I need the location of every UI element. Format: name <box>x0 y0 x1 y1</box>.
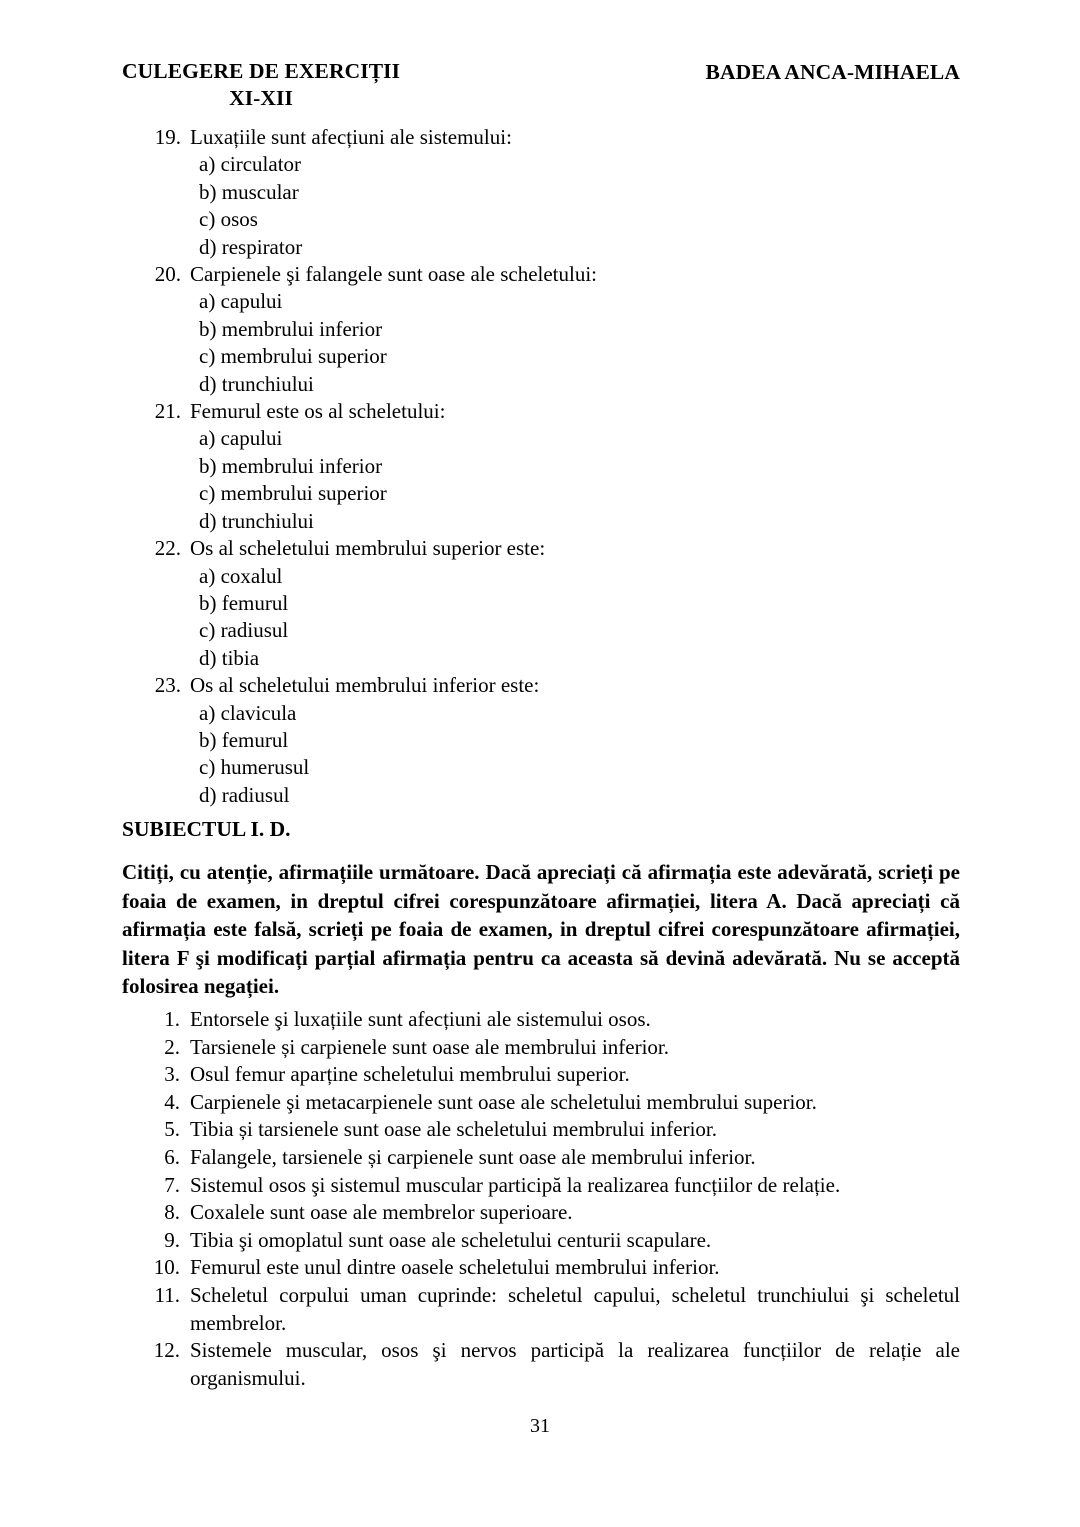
mc-option[interactable]: b) membrului inferior <box>199 453 383 478</box>
mc-question-number: 23. <box>154 673 181 698</box>
statement-item <box>122 1254 960 1282</box>
mc-question-stem: Os al scheletului membrului inferior este: <box>190 673 540 698</box>
mc-question <box>122 535 972 562</box>
mc-option[interactable]: c) membrului superior <box>199 481 387 506</box>
mc-option[interactable]: a) clavicula <box>199 700 297 725</box>
statement-text: Osul femur aparține scheletului membrului superior. <box>190 1062 630 1087</box>
statement-number: 1. <box>164 1007 180 1031</box>
statement-number: 7. <box>164 1172 180 1197</box>
mc-question <box>122 672 972 699</box>
statement-item <box>122 1034 960 1062</box>
statement-text: Scheletul corpului uman cuprinde: scheletul capului, scheletul trunchiului şi scheletul membrelor. <box>190 1282 960 1335</box>
statement-number: 4. <box>164 1089 180 1114</box>
mc-option[interactable]: c) radiusul <box>199 618 289 643</box>
mc-question-number: 22. <box>154 536 181 561</box>
statement-text: Falangele, tarsienele și carpienele sunt oase ale membrului inferior. <box>190 1144 756 1169</box>
mc-option[interactable]: c) humerusul <box>199 755 310 780</box>
mc-option[interactable]: b) muscular <box>199 179 299 204</box>
statement-item <box>122 1061 960 1089</box>
mc-option[interactable]: c) membrului superior <box>199 344 387 369</box>
header-author-name: BADEA ANCA-MIHAELA <box>705 60 960 84</box>
statement-item <box>122 1282 960 1337</box>
statement-text: Sistemul osos şi sistemul muscular participă la realizarea funcțiilor de relație. <box>190 1172 841 1197</box>
statement-item <box>122 1337 960 1392</box>
mc-option[interactable]: a) capului <box>199 289 283 314</box>
section-instructions: Citiți, cu atenție, afirmațiile următoare. Dacă apreciați că afirmația este adevărată, scrieți pe foaia de examen, in dreptul cifrei corespunzătoare afirmației, litera A. Dacă apreciați că afirmația este falsă, scrieți pe foaia de examen, in dreptul cifrei corespunzătoare afirmației, litera F şi modificați parțial afirmația pentru ca aceasta să devină adevărată. Nu se acceptă folosirea negației. <box>122 860 960 999</box>
mc-option[interactable]: c) osos <box>199 207 258 232</box>
mc-question <box>122 124 972 151</box>
statement-item <box>122 1172 960 1200</box>
statement-number: 8. <box>164 1200 180 1225</box>
header-book-title: CULEGERE DE EXERCIȚII <box>122 59 401 83</box>
statement-text: Tibia şi omoplatul sunt oase ale scheletului centurii scapulare. <box>190 1227 712 1252</box>
statement-item <box>122 1144 960 1172</box>
statement-item <box>122 1199 960 1227</box>
statement-text: Entorsele şi luxațiile sunt afecțiuni ale sistemului osos. <box>190 1007 651 1031</box>
statement-number: 2. <box>164 1034 180 1059</box>
mc-question <box>122 261 972 288</box>
statement-number: 11. <box>154 1282 180 1307</box>
statement-number: 9. <box>164 1227 180 1252</box>
statement-number: 3. <box>164 1062 180 1087</box>
statement-text: Carpienele şi metacarpienele sunt oase ale scheletului membrului superior. <box>190 1089 817 1114</box>
mc-option[interactable]: d) radiusul <box>199 782 290 807</box>
mc-question-number: 20. <box>154 262 181 287</box>
mc-question-stem: Luxațiile sunt afecțiuni ale sistemului: <box>190 125 512 149</box>
section-heading: SUBIECTUL I. D. <box>122 817 291 841</box>
mc-option[interactable]: d) tibia <box>199 645 260 670</box>
mc-option[interactable]: b) femurul <box>199 727 289 752</box>
mc-option[interactable]: a) circulator <box>199 152 302 177</box>
mc-question-stem: Os al scheletului membrului superior este: <box>190 536 546 561</box>
header-book-title-block <box>122 58 400 112</box>
mc-question-number: 19. <box>154 125 181 149</box>
statement-number: 10. <box>153 1255 180 1280</box>
statement-item <box>122 1116 960 1144</box>
mc-option[interactable]: a) coxalul <box>199 563 283 588</box>
statement-text: Tarsienele și carpienele sunt oase ale membrului inferior. <box>190 1034 670 1059</box>
statement-item <box>122 1089 960 1117</box>
statement-text: Tibia și tarsienele sunt oase ale scheletului membrului inferior. <box>190 1117 718 1142</box>
mc-option[interactable]: b) femurul <box>199 590 289 615</box>
statement-item <box>122 1227 960 1255</box>
running-header <box>122 58 960 112</box>
mc-question <box>122 398 972 425</box>
header-grade-level: XI-XII <box>229 85 293 110</box>
statement-text: Sistemele muscular, osos şi nervos participă la realizarea funcțiilor de relație ale organismului. <box>190 1338 960 1390</box>
statement-text: Coxalele sunt oase ale membrelor superioare. <box>190 1200 573 1225</box>
statement-number: 5. <box>164 1117 180 1142</box>
mc-question-stem: Femurul este os al scheletului: <box>190 399 446 424</box>
mc-option[interactable]: d) trunchiului <box>199 508 314 533</box>
multiple-choice-list <box>122 124 972 809</box>
page-number: 31 <box>530 1415 550 1437</box>
mc-question-number: 21. <box>154 399 181 424</box>
mc-option[interactable]: a) capului <box>199 426 283 451</box>
mc-question-stem: Carpienele şi falangele sunt oase ale scheletului: <box>190 262 598 287</box>
mc-option[interactable]: b) membrului inferior <box>199 316 383 341</box>
mc-option[interactable]: d) respirator <box>199 234 303 259</box>
statement-number: 6. <box>164 1144 180 1169</box>
true-false-statement-list <box>122 1006 960 1392</box>
mc-option[interactable]: d) trunchiului <box>199 371 314 396</box>
statement-number: 12. <box>153 1338 180 1363</box>
statement-text: Femurul este unul dintre oasele scheletului membrului inferior. <box>190 1255 720 1280</box>
statement-item <box>122 1006 960 1034</box>
